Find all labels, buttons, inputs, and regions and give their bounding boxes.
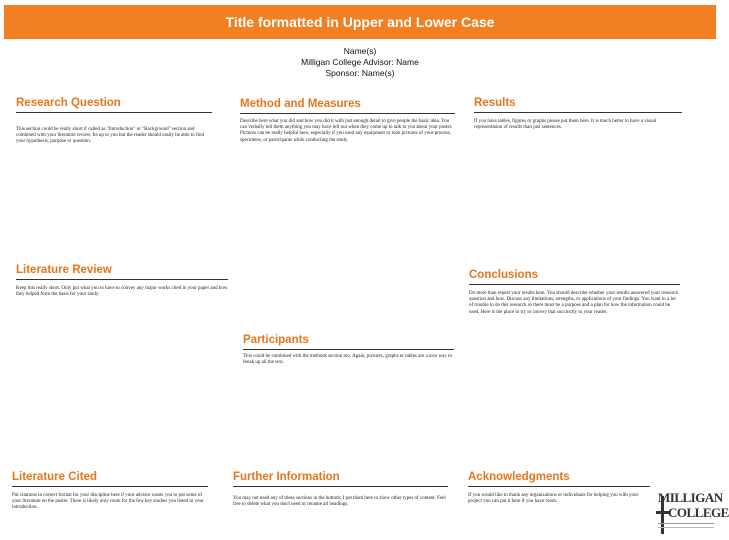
section-body: Put citations in correct format for your discipline here if your advisor wants you to put some of your literature on the poster. There is likely only room for the few key studies you listed in your introduction.: [12, 493, 204, 511]
section-rule: [16, 279, 228, 280]
section-heading: Further Information: [233, 471, 340, 483]
section-rule: [243, 349, 454, 350]
logo-line-1: MILLIGAN: [658, 490, 723, 505]
section-body: If you have tables, figures or graphs please put them here. It is much better to have a visual representation of results than just sentences.: [474, 119, 657, 131]
section-heading: Results: [474, 97, 516, 109]
section-further-information: [233, 470, 448, 508]
section-body: Keep this really short. Only put what you to have to convey any major works cited in your paper and how they helped form the basis for your study.: [16, 286, 228, 298]
section-body: This section could be really short if called as "Introduction" or "Background" section and combined with your literature review. Its up to you but the reader should easily be able to find your hypothesis, purpose or question.: [16, 127, 204, 145]
section-body: If you would like to thank any organizations or individuals for helping you with your project you can put it here if you have room.: [468, 493, 639, 505]
section-heading: Literature Cited: [12, 471, 97, 483]
section-rule: [16, 112, 212, 113]
section-body: Do more than repeat your results here. You should describe whether your results answered your research question and how. Discuss any limitations, strengths, or applications of your findings. You want to a lot of trouble to do this research so there must be a purpose and a plan for how the information could be used. Here is the place to try to convey that succinctly to your reader.: [469, 291, 678, 315]
section-heading: Research Question: [16, 97, 121, 109]
section-heading: Conclusions: [469, 269, 539, 281]
section-research-question: [16, 96, 212, 146]
section-heading: Acknowledgments: [468, 471, 570, 483]
section-rule: [468, 486, 650, 487]
poster-title-banner: [4, 5, 716, 39]
section-rule: [474, 112, 682, 113]
section-body: Describe here what you did and how you did it with just enough detail to give people the basic idea. You can verbally tell them anything you may have left out when they come up to talk to you about your poster. Pictures can be really helpful here, especially if you used any equipment or took pictures of your process, specimens, or participants while conducting the study.: [240, 119, 453, 143]
section-body: You may not need any of these sections in the bottom; I put them here to show other types of content. Feel free to delete what you don't need or rename all headings.: [233, 496, 446, 508]
sponsor-line: Sponsor: Name(s): [325, 68, 395, 78]
section-heading: Literature Review: [16, 264, 112, 276]
milligan-college-logo: [654, 489, 729, 535]
section-literature-review: [16, 263, 228, 298]
poster-title: Title formatted in Upper and Lower Case: [225, 14, 495, 30]
section-rule: [240, 113, 455, 114]
section-body: This could be combined with the methods section too. Again, pictures, graphs or tables are a nice way to break up all the text.: [243, 354, 452, 366]
author-names: Name(s): [343, 46, 377, 56]
section-rule: [12, 486, 208, 487]
advisor-line: Milligan College Advisor: Name: [301, 57, 419, 67]
logo-line-2: COLLEGE: [668, 505, 729, 520]
section-method-measures: [240, 97, 455, 144]
section-conclusions: [469, 268, 680, 316]
section-literature-cited: [12, 470, 208, 512]
section-heading: Method and Measures: [240, 98, 361, 110]
section-results: [474, 96, 682, 131]
section-rule: [233, 486, 448, 487]
logo-divider: [658, 527, 714, 528]
logo-divider: [658, 523, 714, 524]
section-heading: Participants: [243, 334, 309, 346]
section-acknowledgments: [468, 470, 650, 505]
section-participants: [243, 333, 454, 366]
author-block: [0, 46, 720, 79]
section-rule: [469, 284, 680, 285]
